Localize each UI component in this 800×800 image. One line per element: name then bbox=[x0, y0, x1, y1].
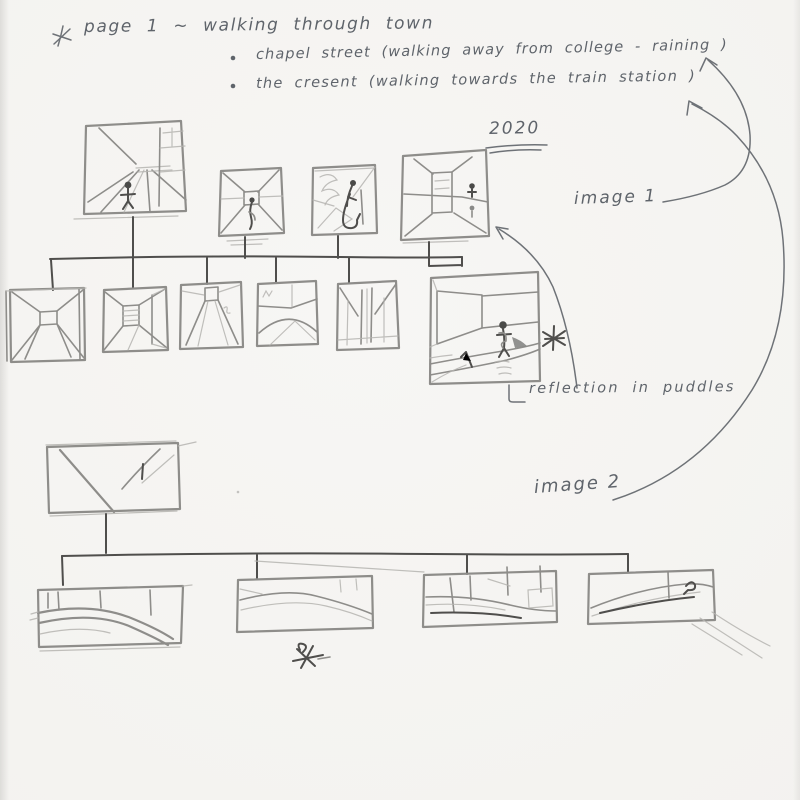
asterisk-icon bbox=[53, 26, 71, 46]
looped-asterisk-icon bbox=[293, 644, 330, 668]
bullet-dot-icons bbox=[231, 56, 236, 89]
page-title: page 1 ~ walking through town bbox=[83, 13, 435, 37]
corner-pointer-icon bbox=[509, 385, 525, 402]
image2-label: image 2 bbox=[533, 470, 622, 498]
year-underline bbox=[486, 145, 547, 153]
thumbnail-panorama-4 bbox=[588, 570, 770, 658]
thumbnail-panorama-3 bbox=[423, 566, 557, 627]
image1-label: image 1 bbox=[573, 186, 658, 209]
thumbnail-corridor-study-2 bbox=[103, 287, 168, 352]
bullet-item-chapel-street: chapel street (walking away from college - raining ) bbox=[255, 37, 728, 63]
year-label: 2020 bbox=[488, 118, 541, 139]
star-doodle-icon bbox=[543, 326, 565, 350]
arrow-label-to-thumbnail4 bbox=[496, 227, 577, 388]
reflection-note: reflection in puddles bbox=[528, 379, 736, 397]
bullet-item-the-cresent: the cresent (walking towards the train station ) bbox=[255, 68, 697, 92]
thumbnail-diagonal-crossing bbox=[257, 281, 318, 346]
thumbnail-street-figure bbox=[74, 121, 186, 219]
thumbnail-vertical-streets bbox=[337, 281, 399, 350]
thumbnail-panorama-1 bbox=[30, 585, 192, 651]
thumbnail-corridor-study-1 bbox=[6, 288, 86, 362]
thumbnail-panorama-2 bbox=[237, 576, 373, 632]
thumbnail-road-one-point bbox=[180, 282, 243, 349]
thumbnail-wide-diagonal bbox=[46, 441, 196, 516]
thumbnail-room-two-figures bbox=[401, 150, 489, 243]
thumbnail-puddle-reflection-scene bbox=[430, 272, 540, 384]
thumbnail-saxophone-figure bbox=[312, 165, 377, 235]
pencil-dot bbox=[237, 491, 240, 494]
thumbnail-alley bbox=[219, 168, 284, 245]
arrow-image2-to-bullet bbox=[613, 101, 784, 500]
tree-connector-bottom bbox=[62, 514, 628, 585]
